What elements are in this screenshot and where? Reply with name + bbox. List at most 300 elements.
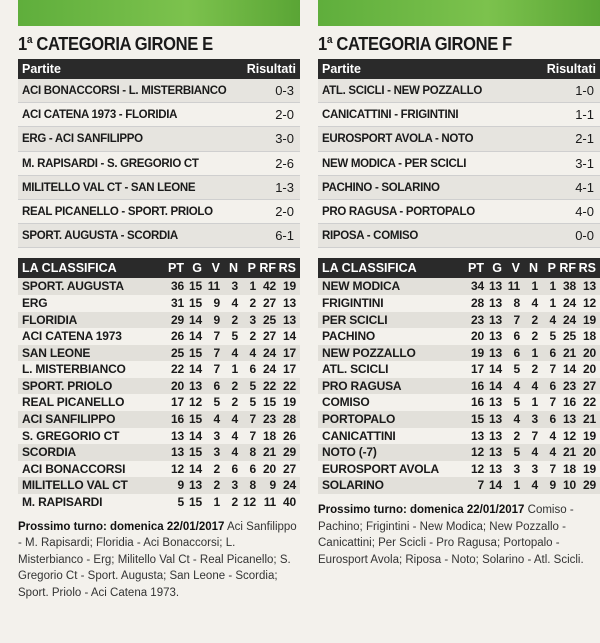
losses: 4 xyxy=(549,312,556,327)
points: 9 xyxy=(177,478,184,493)
losses: 6 xyxy=(549,345,556,360)
match-teams: RIPOSA - COMISO xyxy=(322,230,419,243)
draws: 3 xyxy=(531,412,538,427)
losses: 4 xyxy=(249,345,256,360)
standings-row xyxy=(318,394,600,411)
goals-against: 24 xyxy=(283,478,296,493)
match-result: 1-3 xyxy=(275,179,294,195)
match-result: 2-1 xyxy=(575,131,594,147)
team-name: FRIGINTINI xyxy=(322,295,384,310)
girone-e-column xyxy=(18,0,300,601)
goals-against: 19 xyxy=(583,428,596,443)
draws: 2 xyxy=(231,395,238,410)
team-name: MILITELLO VAL CT xyxy=(22,478,128,493)
match-teams: M. RAPISARDI - S. GREGORIO CT xyxy=(22,157,199,170)
goals-against: 13 xyxy=(583,279,596,294)
draws: 1 xyxy=(231,362,238,377)
standings-row xyxy=(18,494,300,511)
results-header xyxy=(318,59,600,79)
losses: 6 xyxy=(549,412,556,427)
match-teams: CANICATTINI - FRIGINTINI xyxy=(322,109,459,122)
standings-row xyxy=(18,295,300,312)
points: 16 xyxy=(471,378,484,393)
points: 5 xyxy=(177,495,184,510)
team-name: FLORIDIA xyxy=(22,312,78,327)
team-name: ATL. SCICLI xyxy=(322,362,389,377)
standings-row xyxy=(18,461,300,478)
team-name: PRO RAGUSA xyxy=(322,378,402,393)
points: 36 xyxy=(171,279,184,294)
points: 12 xyxy=(471,445,484,460)
goals-for: 20 xyxy=(263,461,276,476)
results-list xyxy=(318,79,600,248)
standings-row xyxy=(18,444,300,461)
games: 14 xyxy=(189,362,202,377)
team-name: ACI BONACCORSI xyxy=(22,461,126,476)
match-row xyxy=(18,152,300,176)
draws: 4 xyxy=(231,428,238,443)
losses: 5 xyxy=(249,395,256,410)
team-name: M. RAPISARDI xyxy=(22,495,103,510)
games: 14 xyxy=(489,362,502,377)
standings-row xyxy=(318,477,600,494)
draws: 1 xyxy=(531,345,538,360)
goals-for: 9 xyxy=(269,478,276,493)
wins: 2 xyxy=(513,428,520,443)
standings-row xyxy=(18,328,300,345)
losses: 9 xyxy=(549,478,556,493)
goals-against: 18 xyxy=(583,329,596,344)
wins: 2 xyxy=(213,478,220,493)
points: 31 xyxy=(171,295,184,310)
games: 14 xyxy=(489,378,502,393)
goals-for: 12 xyxy=(563,428,576,443)
match-result: 1-0 xyxy=(575,83,594,98)
goals-for: 24 xyxy=(563,295,576,310)
match-row xyxy=(18,103,300,127)
wins: 7 xyxy=(213,362,220,377)
standings-row xyxy=(318,345,600,362)
goals-for: 42 xyxy=(263,279,276,294)
games: 14 xyxy=(189,428,202,443)
goals-for: 25 xyxy=(563,329,576,344)
standings-row xyxy=(318,428,600,445)
match-row xyxy=(18,224,300,248)
standings-row xyxy=(318,312,600,329)
wins: 11 xyxy=(507,279,520,294)
draws: 4 xyxy=(231,445,238,460)
points: 13 xyxy=(471,428,484,443)
goals-against: 19 xyxy=(283,395,296,410)
standings-row xyxy=(18,411,300,428)
match-teams: PRO RAGUSA - PORTOPALO xyxy=(322,205,475,218)
games: 13 xyxy=(489,428,502,443)
team-name: NEW MODICA xyxy=(322,279,400,294)
goals-for: 11 xyxy=(263,495,276,510)
losses: 6 xyxy=(249,461,256,476)
team-name: CANICATTINI xyxy=(322,428,396,443)
goals-for: 14 xyxy=(563,362,576,377)
goals-against: 20 xyxy=(583,345,596,360)
goals-against: 13 xyxy=(283,295,296,310)
match-result: 2-0 xyxy=(275,203,294,219)
draws: 3 xyxy=(231,478,238,493)
losses: 7 xyxy=(549,395,556,410)
wins: 6 xyxy=(213,378,220,393)
games: 13 xyxy=(189,478,202,493)
standings-row xyxy=(18,278,300,295)
goals-against: 27 xyxy=(583,378,596,393)
games: 15 xyxy=(189,279,202,294)
match-teams: PACHINO - SOLARINO xyxy=(322,181,440,194)
team-name: L. MISTERBIANCO xyxy=(22,362,126,377)
points: 20 xyxy=(471,329,484,344)
standings-row xyxy=(318,361,600,378)
match-result: 3-1 xyxy=(575,155,594,171)
games: 13 xyxy=(489,395,502,410)
team-name: PORTOPALO xyxy=(322,412,396,427)
points: 13 xyxy=(171,445,184,460)
section-color-bar xyxy=(318,0,600,26)
draws: 4 xyxy=(231,295,238,310)
points: 13 xyxy=(171,428,184,443)
next-round: Prossimo turno: domenica 22/01/2017 Aci Sanfilippo - M. Rapisardi; Floridia - Aci Bonaccorsi; L. Misterbianco - Erg; Militello Val Ct - Real Picanello; S. Gregorio Ct - Sport. Augusta; San Leone - Scordia; Sport. Priolo - Aci Catena 1973. xyxy=(18,520,297,599)
goals-against: 19 xyxy=(583,312,596,327)
section-color-bar xyxy=(18,0,300,26)
match-teams: REAL PICANELLO - SPORT. PRIOLO xyxy=(22,205,213,218)
team-name: REAL PICANELLO xyxy=(22,395,125,410)
games: 15 xyxy=(189,295,202,310)
match-result: 0-0 xyxy=(575,228,594,244)
draws: 2 xyxy=(231,495,238,510)
games: 13 xyxy=(489,312,502,327)
draws: 6 xyxy=(231,461,238,476)
match-result: 4-1 xyxy=(575,179,594,195)
header-results: Risultati xyxy=(246,62,296,76)
wins: 4 xyxy=(213,412,220,427)
games: 13 xyxy=(489,461,502,476)
wins: 1 xyxy=(213,495,220,510)
draws: 1 xyxy=(531,395,538,410)
match-row xyxy=(18,176,300,200)
standings-header: LA CLASSIFICA PT G V N P RF RS xyxy=(18,258,300,278)
match-result: 3-0 xyxy=(275,131,294,147)
draws: 2 xyxy=(231,378,238,393)
points: 34 xyxy=(471,279,484,294)
goals-against: 20 xyxy=(583,445,596,460)
games: 12 xyxy=(189,395,202,410)
draws: 2 xyxy=(531,329,538,344)
wins: 6 xyxy=(513,329,520,344)
draws: 4 xyxy=(531,478,538,493)
standings-table xyxy=(18,258,300,510)
goals-against: 26 xyxy=(283,428,296,443)
standings-row xyxy=(18,361,300,378)
losses: 1 xyxy=(549,295,556,310)
results-list xyxy=(18,79,300,248)
girone-f-column xyxy=(318,0,600,568)
wins: 7 xyxy=(513,312,520,327)
match-row xyxy=(318,127,600,151)
match-row xyxy=(318,103,600,127)
games: 13 xyxy=(489,345,502,360)
wins: 5 xyxy=(213,395,220,410)
goals-against: 29 xyxy=(583,478,596,493)
match-result: 1-1 xyxy=(575,107,594,123)
games: 13 xyxy=(489,279,502,294)
standings-row xyxy=(318,378,600,395)
team-name: SPORT. PRIOLO xyxy=(22,378,113,393)
match-row xyxy=(318,224,600,248)
losses: 7 xyxy=(249,412,256,427)
standings-row xyxy=(18,394,300,411)
losses: 8 xyxy=(249,478,256,493)
team-name: COMISO xyxy=(322,395,370,410)
points: 16 xyxy=(471,395,484,410)
goals-for: 21 xyxy=(563,345,576,360)
draws: 7 xyxy=(531,428,538,443)
points: 15 xyxy=(471,412,484,427)
team-name: ERG xyxy=(22,295,48,310)
header-matches: Partite xyxy=(22,62,61,76)
games: 15 xyxy=(189,412,202,427)
games: 13 xyxy=(489,412,502,427)
draws: 4 xyxy=(531,445,538,460)
girone-f-title: 1$^a$ CATEGORIA GIRONE F xyxy=(318,34,512,54)
wins: 9 xyxy=(213,295,220,310)
losses: 8 xyxy=(249,445,256,460)
draws: 4 xyxy=(231,412,238,427)
points: 16 xyxy=(171,412,184,427)
match-teams: SPORT. AUGUSTA - SCORDIA xyxy=(22,230,178,243)
goals-against: 14 xyxy=(283,329,296,344)
losses: 4 xyxy=(549,428,556,443)
goals-for: 21 xyxy=(263,445,276,460)
games: 15 xyxy=(189,495,202,510)
goals-for: 27 xyxy=(263,295,276,310)
team-name: NOTO (-7) xyxy=(322,445,377,460)
points: 7 xyxy=(477,478,484,493)
wins: 11 xyxy=(207,279,220,294)
games: 14 xyxy=(189,312,202,327)
games: 13 xyxy=(489,445,502,460)
goals-against: 28 xyxy=(283,412,296,427)
standings-row xyxy=(18,428,300,445)
standings-row xyxy=(18,345,300,362)
match-teams: ACI CATENA 1973 - FLORIDIA xyxy=(22,109,178,122)
goals-for: 15 xyxy=(263,395,276,410)
match-row xyxy=(318,200,600,224)
wins: 7 xyxy=(213,345,220,360)
goals-against: 19 xyxy=(583,461,596,476)
losses: 7 xyxy=(249,428,256,443)
goals-for: 24 xyxy=(563,312,576,327)
match-row xyxy=(318,176,600,200)
games: 14 xyxy=(189,461,202,476)
team-name: ACI CATENA 1973 xyxy=(22,329,122,344)
standings-row xyxy=(318,328,600,345)
standings-header: LA CLASSIFICA PT G V N P RF RS xyxy=(318,258,600,278)
games: 14 xyxy=(489,478,502,493)
team-name: SAN LEONE xyxy=(22,345,91,360)
wins: 9 xyxy=(213,312,220,327)
goals-for: 10 xyxy=(563,478,576,493)
points: 17 xyxy=(171,395,184,410)
losses: 7 xyxy=(549,461,556,476)
goals-for: 23 xyxy=(263,412,276,427)
losses: 2 xyxy=(249,295,256,310)
header-results: Risultati xyxy=(546,62,596,76)
team-name: PER SCICLI xyxy=(322,312,388,327)
goals-against: 13 xyxy=(283,312,296,327)
goals-for: 18 xyxy=(263,428,276,443)
games: 14 xyxy=(189,329,202,344)
match-result: 4-0 xyxy=(575,203,594,219)
match-teams: ERG - ACI SANFILIPPO xyxy=(22,133,143,146)
wins: 3 xyxy=(213,445,220,460)
draws: 2 xyxy=(531,312,538,327)
match-row xyxy=(318,79,600,103)
wins: 3 xyxy=(513,461,520,476)
losses: 12 xyxy=(243,495,256,510)
points: 23 xyxy=(471,312,484,327)
team-name: S. GREGORIO CT xyxy=(22,428,120,443)
goals-against: 20 xyxy=(583,362,596,377)
goals-against: 21 xyxy=(583,412,596,427)
standings-table xyxy=(318,258,600,494)
draws: 2 xyxy=(231,312,238,327)
draws: 4 xyxy=(531,295,538,310)
draws: 1 xyxy=(531,279,538,294)
match-teams: NEW MODICA - PER SCICLI xyxy=(322,157,467,170)
goals-for: 24 xyxy=(263,362,276,377)
match-row xyxy=(318,152,600,176)
team-name: SOLARINO xyxy=(322,478,384,493)
match-teams: ATL. SCICLI - NEW POZZALLO xyxy=(322,85,482,97)
goals-against: 29 xyxy=(283,445,296,460)
games: 13 xyxy=(489,329,502,344)
wins: 4 xyxy=(513,378,520,393)
wins: 5 xyxy=(513,395,520,410)
losses: 1 xyxy=(549,279,556,294)
losses: 7 xyxy=(549,362,556,377)
standings-row xyxy=(318,411,600,428)
standings-row xyxy=(18,312,300,329)
standings-row xyxy=(318,295,600,312)
wins: 8 xyxy=(513,295,520,310)
match-row xyxy=(18,79,300,103)
results-header xyxy=(18,59,300,79)
draws: 5 xyxy=(231,329,238,344)
team-name: SCORDIA xyxy=(22,445,76,460)
draws: 4 xyxy=(531,378,538,393)
goals-for: 25 xyxy=(263,312,276,327)
next-round: Prossimo turno: domenica 22/01/2017 Comiso - Pachino; Frigintini - New Modica; New Pozzallo - Canicattini; Per Scicli - Pro Ragusa; Portopalo - Eurosport Avola; Riposa - Noto; Solarino - Atl. Scicli. xyxy=(318,504,584,566)
standings-row xyxy=(18,477,300,494)
losses: 3 xyxy=(249,312,256,327)
wins: 6 xyxy=(513,345,520,360)
goals-for: 38 xyxy=(563,279,576,294)
losses: 4 xyxy=(549,445,556,460)
standings-row xyxy=(318,461,600,478)
match-row xyxy=(18,127,300,151)
games: 15 xyxy=(189,445,202,460)
goals-against: 22 xyxy=(583,395,596,410)
goals-for: 23 xyxy=(563,378,576,393)
points: 12 xyxy=(471,461,484,476)
wins: 2 xyxy=(213,461,220,476)
match-result: 0-3 xyxy=(275,83,294,98)
goals-for: 22 xyxy=(263,378,276,393)
match-row xyxy=(18,200,300,224)
games: 13 xyxy=(189,378,202,393)
goals-for: 16 xyxy=(563,395,576,410)
goals-against: 19 xyxy=(283,279,296,294)
draws: 3 xyxy=(531,461,538,476)
points: 12 xyxy=(171,461,184,476)
wins: 7 xyxy=(213,329,220,344)
draws: 4 xyxy=(231,345,238,360)
losses: 6 xyxy=(249,362,256,377)
goals-for: 13 xyxy=(563,412,576,427)
standings-row xyxy=(318,444,600,461)
losses: 6 xyxy=(549,378,556,393)
goals-for: 21 xyxy=(563,445,576,460)
losses: 5 xyxy=(249,378,256,393)
points: 17 xyxy=(471,362,484,377)
standings-row xyxy=(18,378,300,395)
points: 25 xyxy=(171,345,184,360)
points: 29 xyxy=(171,312,184,327)
goals-for: 18 xyxy=(563,461,576,476)
match-teams: EUROSPORT AVOLA - NOTO xyxy=(322,133,474,146)
goals-against: 22 xyxy=(283,378,296,393)
points: 26 xyxy=(171,329,184,344)
losses: 2 xyxy=(249,329,256,344)
team-name: SPORT. AUGUSTA xyxy=(22,279,124,294)
goals-against: 17 xyxy=(283,345,296,360)
wins: 5 xyxy=(513,445,520,460)
goals-for: 27 xyxy=(263,329,276,344)
points: 28 xyxy=(471,295,484,310)
points: 19 xyxy=(471,345,484,360)
wins: 4 xyxy=(513,412,520,427)
wins: 5 xyxy=(513,362,520,377)
draws: 3 xyxy=(231,279,238,294)
match-teams: ACI BONACCORSI - L. MISTERBIANCO xyxy=(22,85,227,97)
team-name: PACHINO xyxy=(322,329,376,344)
goals-against: 40 xyxy=(283,495,296,510)
draws: 2 xyxy=(531,362,538,377)
goals-against: 12 xyxy=(583,295,596,310)
team-name: ACI SANFILIPPO xyxy=(22,412,116,427)
match-result: 6-1 xyxy=(275,228,294,244)
goals-against: 17 xyxy=(283,362,296,377)
match-result: 2-6 xyxy=(275,155,294,171)
goals-against: 27 xyxy=(283,461,296,476)
team-name: EUROSPORT AVOLA xyxy=(322,461,440,476)
games: 13 xyxy=(489,295,502,310)
points: 20 xyxy=(171,378,184,393)
wins: 1 xyxy=(513,478,520,493)
standings-row xyxy=(318,278,600,295)
team-name: NEW POZZALLO xyxy=(322,345,416,360)
girone-e-title: 1$^a$ CATEGORIA GIRONE E xyxy=(18,34,213,54)
points: 22 xyxy=(171,362,184,377)
header-matches: Partite xyxy=(322,62,361,76)
wins: 3 xyxy=(213,428,220,443)
games: 15 xyxy=(189,345,202,360)
